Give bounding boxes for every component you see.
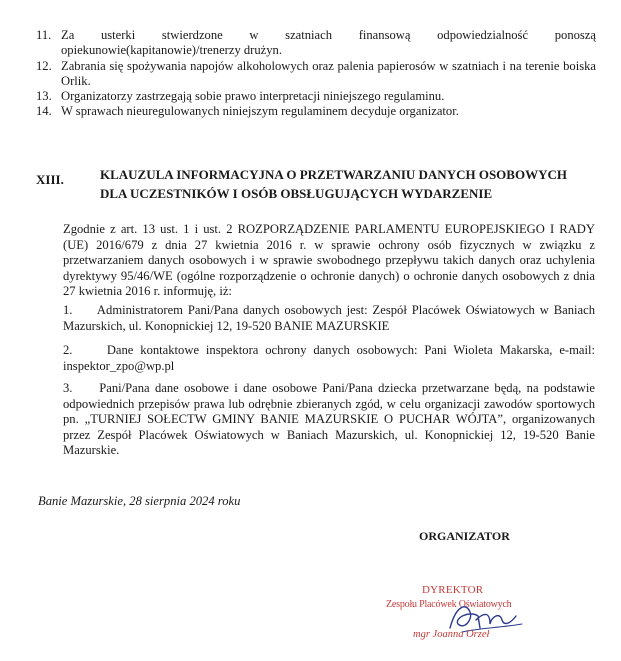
place-date: Banie Mazurskie, 28 sierpnia 2024 roku <box>38 494 241 508</box>
rule-text: Za usterki stwierdzone w szatniach finansową odpowiedzialność ponoszą opiekunowie(kapitanowie)/trenerzy drużyn. <box>61 28 596 57</box>
stamp-name: mgr Joanna Orzeł <box>413 629 490 640</box>
rule-number: 14. <box>36 104 52 118</box>
rule-text: Zabrania się spożywania napojów alkoholowych oraz palenia papierosów w szatniach i na terenie boiska Orlik. <box>61 59 596 88</box>
rule-text: Organizatorzy zastrzegają sobie prawo interpretacji niniejszego regulaminu. <box>61 89 445 103</box>
rule-number: 12. <box>36 59 52 73</box>
stamp-subtitle: Zespołu Placówek Oświatowych <box>386 599 512 610</box>
section-number: XIII. <box>36 172 64 187</box>
info-point-2: 2. Dane kontaktowe inspektora ochrony danych osobowych: Pani Wioleta Makarska, e-mail: inspektor_zpo@wp.pl <box>63 343 595 373</box>
rule-number: 11. <box>36 28 52 42</box>
rule-text: W sprawach nieuregulowanych niniejszym regulaminem decyduje organizator. <box>61 104 459 118</box>
section-title-line-2: DLA UCZESTNIKÓW I OSÓB OBSŁUGUJĄCYCH WYDARZENIE <box>100 186 493 201</box>
stamp-title: DYREKTOR <box>422 584 484 596</box>
organizer-label: ORGANIZATOR <box>419 529 510 543</box>
section-title <box>100 165 600 203</box>
info-point-1: 1. Administratorem Pani/Pana danych osobowych jest: Zespół Placówek Oświatowych w Baniach Mazurskich, ul. Konopnickiej 12, 19-520 BANIE MAZURSKIE <box>63 303 595 333</box>
rule-number: 13. <box>36 89 52 103</box>
section-title-line-1: KLAUZULA INFORMACYJNA O PRZETWARZANIU DANYCH OSOBOWYCH <box>100 167 567 182</box>
intro-paragraph: Zgodnie z art. 13 ust. 1 i ust. 2 ROZPORZĄDZENIE PARLAMENTU EUROPEJSKIEGO I RADY (UE) 2016/679 z dnia 27 kwietnia 2016 r. w sprawie ochrony osób fizycznych w związku z przetwarzaniem danych osobowych i w sprawie swobodnego przepływu takich danych oraz uchylenia dyrektywy 95/46/WE (ogólne rozporządzenie o ochronie danych) o ochronie danych osobowych z dnia 27 kwietnia 2016 r. informuję, iż: <box>63 222 595 299</box>
info-point-3: 3. Pani/Pana dane osobowe i dane osobowe Pani/Pana dziecka przetwarzane będą, na podstawie odpowiednich przepisów prawa lub odrębnie zbieranych zgód, w celu organizacji zawodów sportowych pn. „TURNIEJ SOŁECTW GMINY BANIE MAZURSKIE O PUCHAR WÓJTA”, organizowanych przez Zespół Placówek Oświatowych w Baniach Mazurskich, ul. Konopnickiej 12, 19-520 Banie Mazurskie. <box>63 381 595 458</box>
